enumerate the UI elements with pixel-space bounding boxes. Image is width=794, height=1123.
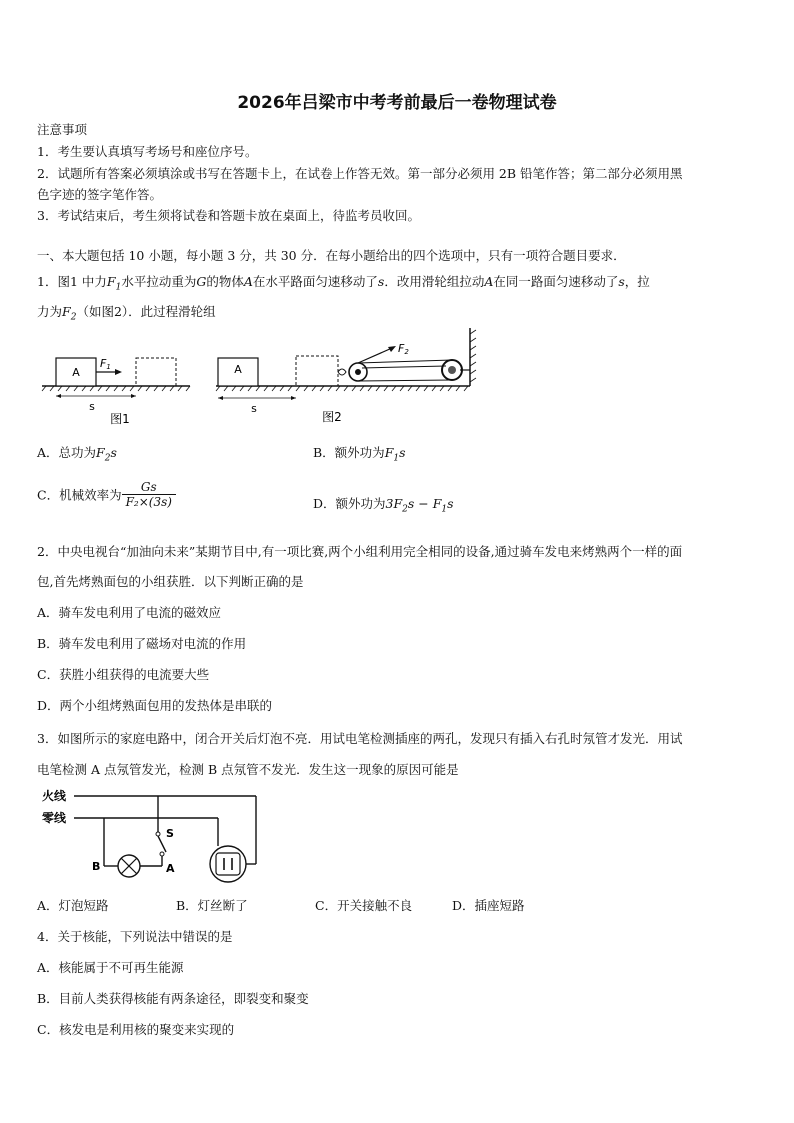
notice-item-2: 2．试题所有答案必须填涂或书写在答题卡上，在试卷上作答无效。第一部分必须用 2B 铅笔作答；第二部分必须用黑 [37,166,683,181]
fig1-caption: 图1 [110,412,130,426]
figure-1 [42,357,190,426]
q1-F2: $F_2$ [62,304,77,323]
q1-option-b-label: B．额外功为 [313,445,385,460]
switch-s [158,836,166,852]
figure-2 [216,328,476,424]
q2-option-a[interactable]: A．骑车发电利用了电流的磁效应 [37,605,222,620]
q2-stem-line2: 包,首先烤熟面包的小组获胜．以下判断正确的是 [37,574,304,589]
q1-option-c-label: C．机械效率为 [37,487,122,503]
notice-item-2-cont: 色字迹的签字笔作答。 [37,187,163,202]
q3-option-a[interactable]: A．灯泡短路 [37,898,109,913]
point-b-label: B [92,860,101,873]
dist-s-fig2: s [251,402,257,415]
section-heading: 一、本大题包括 10 小题，每小题 3 分，共 30 分．在每小题给出的四个选项中，只有一项符合题目要求． [37,248,626,263]
q1-text-e: ．改用滑轮组拉动 [384,274,485,289]
q3-option-c[interactable]: C．开关接触不良 [315,898,413,913]
q2-option-c[interactable]: C．获胜小组获得的电流要大些 [37,667,210,682]
q1-text-d: 在水平路面匀速移动了 [252,274,378,289]
q1-A: A [243,274,253,289]
neutral-wire-label: 零线 [42,811,67,825]
q2-option-d[interactable]: D．两个小组烤熟面包用的发热体是串联的 [37,698,273,713]
dist-s-fig1: s [89,400,95,413]
q1-s2: s [618,274,625,289]
q4-option-a[interactable]: A．核能属于不可再生能源 [37,960,184,975]
q1-option-a-formula: $F_2s$ [96,445,117,464]
q1-text-a: 1．图1 中力 [37,274,107,289]
q1-option-c[interactable] [37,480,176,509]
q3-option-d[interactable]: D．插座短路 [452,898,525,913]
q1-option-a-label: A．总功为 [37,445,97,460]
q1-option-d-label: D．额外功为 [313,496,386,511]
q1-s: s [377,274,385,289]
q3-circuit-diagram [40,784,270,884]
switch-label: S [166,827,174,840]
q1-stem-line1 [37,272,650,293]
force-f2-label: F2 [398,342,409,356]
q1-text-f: 在同一路面匀速移动了 [493,274,619,289]
notice-item-3: 3．考试结束后，考生须将试卷和答题卡放在桌面上，待监考员收回。 [37,208,420,223]
q2-stem-line1: 2．中央电视台“加油向未来”某期节目中,有一项比赛,两个小组利用完全相同的设备,通过骑车发电来烤熟两个一样的面 [37,544,683,559]
page-title: 2026年吕梁市中考考前最后一卷物理试卷 [237,93,557,113]
notice-item-1: 1．考生要认真填写考场号和座位序号。 [37,144,258,159]
block-a-moved-fig1 [136,358,176,386]
q1-text-h: 力为 [37,304,63,319]
q1-option-d[interactable] [313,494,454,515]
q3-option-b[interactable]: B．灯丝断了 [176,898,248,913]
q1-G: G [196,274,207,289]
q1-figures [40,328,480,428]
q3-stem-line1: 3．如图所示的家庭电路中，闭合开关后灯泡不亮．用试电笔检测插座的两孔，发现只有插入右孔时氖管才发光．用试 [37,731,683,746]
point-a-label: A [166,862,175,875]
q1-text-c: 的物体 [206,274,244,289]
q4-option-c[interactable]: C．核发电是利用核的聚变来实现的 [37,1022,235,1037]
q1-option-b[interactable] [313,443,406,464]
q1-F1: $F_1$ [106,274,122,293]
q1-text-g: ，拉 [624,274,650,289]
q4-option-b[interactable]: B．目前人类获得核能有两条途径，即裂变和聚变 [37,991,309,1006]
block-a-moved-fig2 [296,356,338,386]
q1-option-a[interactable] [37,443,117,464]
fig2-caption: 图2 [322,410,342,424]
q1-text-i: （如图2）．此过程滑轮组 [76,304,216,319]
q1-stem-line2 [37,302,216,323]
q3-stem-line2: 电笔检测 A 点氖管发光，检测 B 点氖管不发光．发生这一现象的原因可能是 [37,762,459,777]
q1-A2: A [484,274,494,289]
fraction-denominator: F₂×(3s) [125,495,172,509]
q4-stem: 4．关于核能，下列说法中错误的是 [37,929,233,944]
q1-text-b: 水平拉动重为 [121,274,197,289]
q2-option-b[interactable]: B．骑车发电利用了磁场对电流的作用 [37,636,247,651]
block-a-label-fig2: A [234,363,242,376]
q1-option-c-fraction [122,480,176,509]
q1-option-d-formula: $3F_2s - F_1s$ [385,496,454,515]
live-wire-label: 火线 [42,789,67,803]
notice-heading: 注意事项 [37,122,88,137]
force-f1-label: F1 [100,357,111,371]
q1-option-b-formula: $F_1s$ [384,445,406,464]
block-a-label-fig1: A [72,366,80,379]
fraction-numerator: Gs [122,480,176,495]
